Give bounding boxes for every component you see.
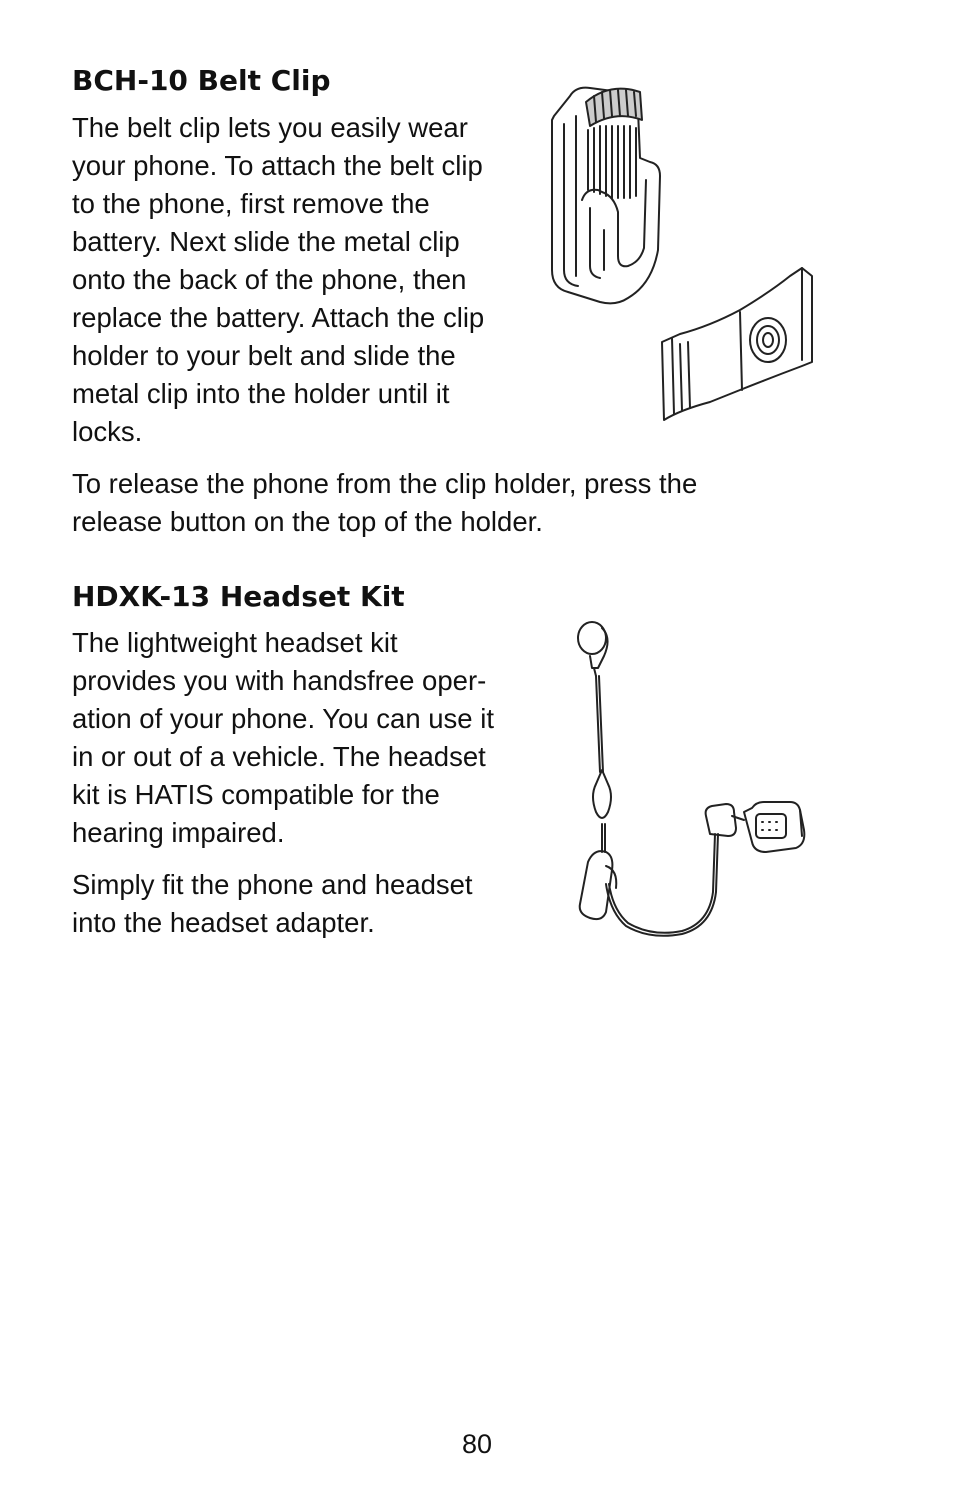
text-line: provides you with handsfree oper-: [72, 665, 487, 696]
headset-kit-description: [72, 624, 542, 852]
text-line: hearing impaired.: [72, 817, 285, 848]
text-line: onto the back of the phone, then: [72, 264, 467, 295]
text-line: holder to your belt and slide the: [72, 340, 456, 371]
page-number: 80: [461, 1429, 493, 1459]
text-line: to the phone, first remove the: [72, 188, 430, 219]
text-line: replace the battery. Attach the clip: [72, 302, 485, 333]
text-line: Simply fit the phone and headset: [72, 869, 473, 900]
text-line: metal clip into the holder until it: [72, 378, 450, 409]
belt-clip-heading: BCH-10 Belt Clip: [72, 64, 331, 97]
text-line: locks.: [72, 416, 143, 447]
belt-clip-illustration: [540, 80, 830, 430]
text-line: The lightweight headset kit: [72, 627, 398, 658]
text-line: release button on the top of the holder.: [72, 506, 543, 537]
headset-kit-heading: HDXK-13 Headset Kit: [72, 580, 405, 613]
release-instructions: [72, 465, 792, 541]
belt-clip-description: [72, 109, 532, 451]
text-line: your phone. To attach the belt clip: [72, 150, 483, 181]
headset-fit-instructions: [72, 866, 532, 942]
text-line: The belt clip lets you easily wear: [72, 112, 468, 143]
text-line: kit is HATIS compatible for the: [72, 779, 440, 810]
text-line: To release the phone from the clip holder, press the: [72, 468, 698, 499]
text-line: in or out of a vehicle. The headset: [72, 741, 486, 772]
headset-illustration: [566, 612, 816, 952]
text-line: into the headset adapter.: [72, 907, 375, 938]
text-line: ation of your phone. You can use it: [72, 703, 494, 734]
text-line: battery. Next slide the metal clip: [72, 226, 460, 257]
